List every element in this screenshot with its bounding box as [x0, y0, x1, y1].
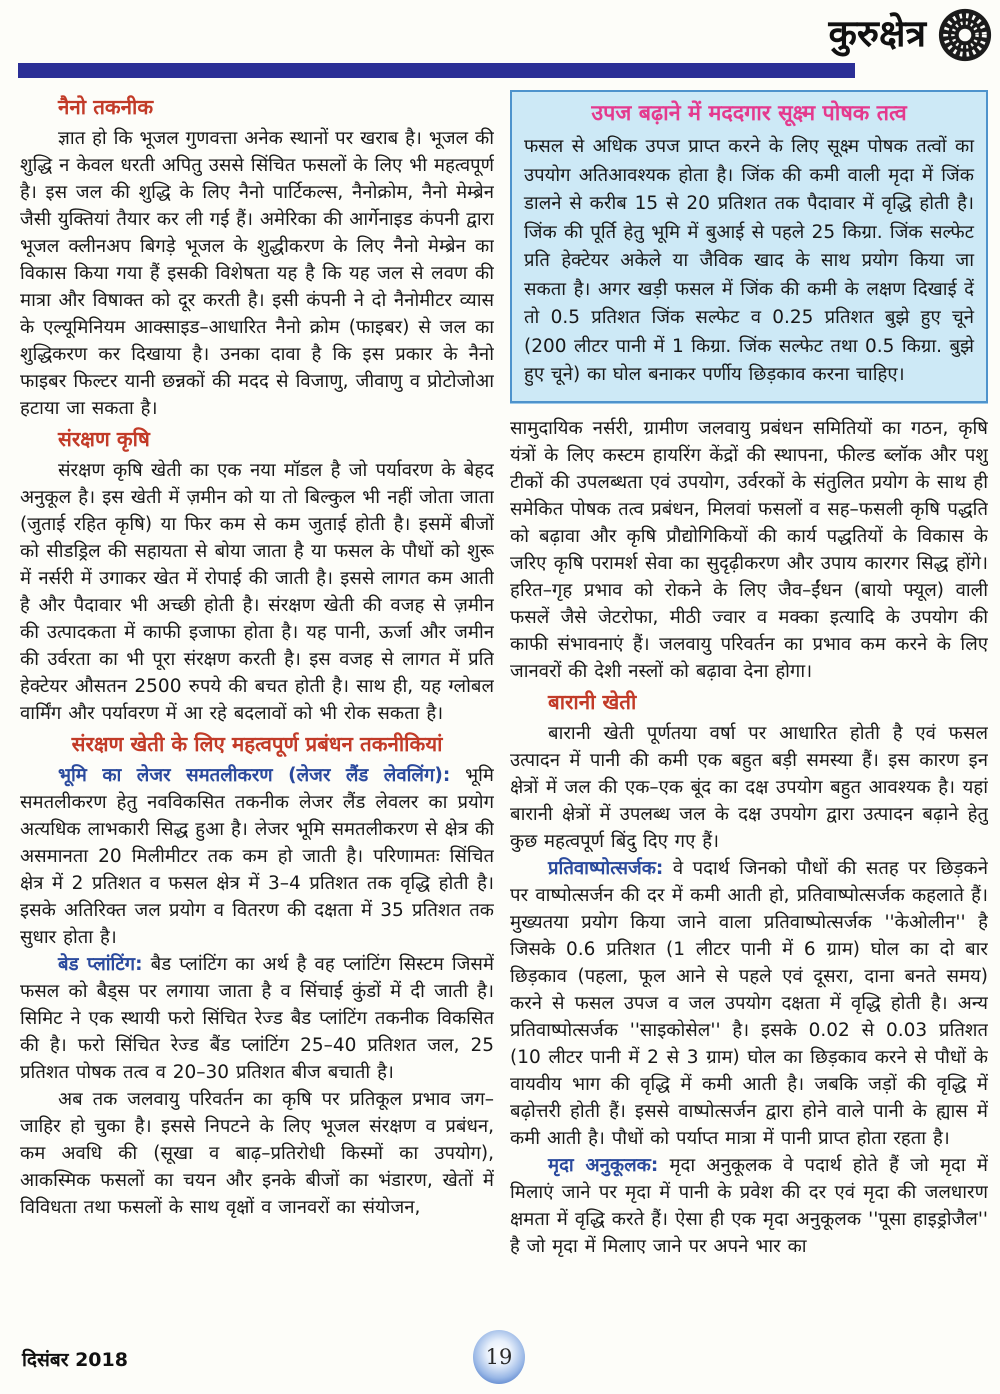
- paragraph-continuation: सामुदायिक नर्सरी, ग्रामीण जलवायु प्रबंधन समितियों का गठन, कृषि यंत्रों के लिए कस्टम हायरिंग केंद्रों की स्थापना, फील्ड ब्लॉक और पशु टीकों की उपलब्धता एवं उपयोग, उर्वरकों के संतुलित प्रयोग के साथ ही समेकित पोषक तत्व प्रबंधन, मिलवां फसलों व सह–फसली कृषि पद्धति को बढ़ावा और कृषि प्रौद्योगिकियों की कार्य पद्धतियों के विकास के जरिए कृषि परामर्श सेवा का सुदृढ़ीकरण और उपाय कारगर सिद्ध होंगे। हरित–गृह प्रभाव को रोकने के लिए जैव–ईंधन (बायो फ्यूल) वाली फसलें जैसे जेटरोफा, मीठी ज्वार व मक्का इत्यादि के उपयोग की काफी संभावनाएं हैं। जलवायु परिवर्तन का प्रभाव कम करने के लिए जानवरों की देशी नस्लों को बढ़ावा देना होगा।: [510, 417, 988, 682]
- antitranspirant-text: वे पदार्थ जिनको पौधों की सतह पर छिड़कने पर वाष्पोत्सर्जन की दर में कमी आती हो, प्रतिवाष्पोत्सर्जक कहलाते हैं। मुख्यतया प्रयोग किया जाने वाला प्रतिवाष्पोत्सर्जक ''केओलीन'' है जिसके 0.6 प्रतिशत (1 लीटर पानी में 6 ग्राम) घोल का दो बार छिड़काव (पहला, फूल आने से पहले एवं दूसरा, दाना बनते समय) करने से फसल उपज व जल उपयोग दक्षता में वृद्धि होती है। अन्य प्रतिवाष्पोत्सर्जक ''साइकोसेल'' है। इसके 0.02 से 0.03 प्रतिशत (10 लीटर पानी में 2 से 3 ग्राम) घोल का छिड़काव करने से पौधों के वायवीय भाग की वृद्धि में कमी आती है। जबकि जड़ों की वृद्धि में बढ़ोत्तरी होती हैं। इससे वाष्पोत्सर्जन द्वारा होने वाले पानी के ह्यास में कमी आती है। पौधों को पर्याप्त मात्रा में पानी प्राप्त होता रहता है।: [510, 857, 988, 1149]
- soil-conditioner-text: मृदा अनुकूलक वे पदार्थ होते हैं जो मृदा में मिलाएं जाने पर मृदा में पानी के प्रवेश की दर एवं मृदा की जलधारण क्षमता में वृद्धि करते हैं। ऐसा ही एक मृदा अनुकूलक ''पूसा हाइड्रोजैल'' है जो मृदा में मिलाए जाने पर अपने भार का: [510, 1154, 988, 1257]
- paragraph-antitranspirant: [510, 855, 988, 1152]
- left-column: [20, 90, 494, 1324]
- paragraph-bed-planting: [20, 951, 494, 1086]
- header-rule-bar: [18, 63, 855, 78]
- page-header: [829, 6, 995, 64]
- section-heading-sanrakshan: संरक्षण कृषि: [58, 427, 150, 451]
- info-box-title: उपज बढ़ाने में मददगार सूक्ष्म पोषक तत्व: [591, 101, 907, 126]
- paragraph-laser-leveling: [20, 762, 494, 951]
- bed-planting-lead: बेड प्लांटिंग:: [58, 954, 143, 975]
- kurukshetra-emblem-icon: [936, 6, 994, 64]
- paragraph-barani: बारानी खेती पूर्णतया वर्षा पर आधारित होती है एवं फसल उत्पादन में पानी की कमी एक बहुत बड़ी समस्या हैं। इस कारण इन क्षेत्रों में जल की एक–एक बूंद का दक्ष उपयोग बहुत आवश्यक है। यहां बारानी क्षेत्रों में उपलब्ध जल के दक्ष उपयोग द्वारा उत्पादन बढ़ाने हेतु कुछ महत्वपूर्ण बिंदु दिए गए हैं।: [510, 722, 988, 852]
- page-number: 19: [485, 1345, 513, 1369]
- paragraph-sanrakshan: संरक्षण कृषि खेती का एक नया मॉडल है जो पर्यावरण के बेहद अनुकूल है। इस खेती में ज़मीन को या तो बिल्कुल भी नहीं जोता जाता (जुताई रहित कृषि) या फिर कम से कम जुताई होती है। इसमें बीजों को सीडड्रिल की सहायता से बोया जाता है या फसल के पौधों को शुरू में नर्सरी में उगाकर खेत में रोपाई की जाती है। इससे लागत कम आती है और पैदावार भी अच्छी होती है। संरक्षण खेती की वजह से ज़मीन की उत्पादकता में काफी इजाफा होता है। यह पानी, ऊर्जा और जमीन की उर्वरता का भी पूरा संरक्षण करती है। इस वजह से लागत में प्रति हेक्टेयर औसतन 2500 रुपये की बचत होती है। साथ ही, यह ग्लोबल वार्मिंग और पर्यावरण में आ रहे बदलावों को भी रोक सकता है।: [20, 460, 494, 724]
- section-heading-techniques: संरक्षण खेती के लिए महत्वपूर्ण प्रबंधन तकनीकियां: [71, 732, 443, 756]
- section-heading-barani: बारानी खेती: [548, 689, 637, 714]
- magazine-title: कुरुक्षेत्र: [828, 11, 926, 55]
- paragraph-climate-change: अब तक जलवायु परिवर्तन का कृषि पर प्रतिकूल प्रभाव जग–जाहिर हो चुका है। इससे निपटने के लिए भूजल संरक्षण व प्रबंधन, कम अवधि की (सूखा व बाढ़–प्रतिरोधी किस्मों का उपयोग), आकस्मिक फसलों का चयन और इनके बीजों का भंडारण, खेतों में विविधता तथा फसलों के साथ वृक्षों व जानवरों का संयोजन,: [20, 1089, 494, 1218]
- section-heading-nano: नैनो तकनीक: [58, 95, 154, 119]
- soil-conditioner-lead: मृदा अनुकूलक:: [548, 1154, 659, 1176]
- bed-planting-text: बैड प्लांटिंग का अर्थ है वह प्लांटिंग सिस्टम जिसमें फसल को बैड्स पर लगाया जाता है व सिंचाई कुंडों में दी जाती है। सिमिट ने एक स्थायी फरो सिंचित रेज्ड बैड प्लांटिंग तकनीक विकसित की है। फरो सिंचित रेज्ड बैंड प्लांटिंग 25–40 प्रतिशत जल, 25 प्रतिशत पोषक तत्व व 20–30 प्रतिशत बीज बचाती है।: [20, 954, 494, 1083]
- laser-leveling-text: भूमि समतलीकरण हेतु नवविकसित तकनीक लेजर लैंड लेवलर का प्रयोग अत्यधिक लाभकारी सिद्ध हुआ है। लेजर भूमि समतलीकरण से क्षेत्र की असमानता 20 मिलीमीटर तक कम हो जाती है। परिणामतः सिंचित क्षेत्र में 2 प्रतिशत व फसल क्षेत्र में 3–4 प्रतिशत तक वृद्धि होती है। इसके अतिरिक्त जल प्रयोग व वितरण की दक्षता में 35 प्रतिशत तक सुधार होता है।: [20, 765, 494, 948]
- paragraph-soil-conditioner: [510, 1152, 988, 1260]
- info-box-body: फसल से अधिक उपज प्राप्त करने के लिए सूक्ष्म पोषक तत्वों का उपयोग अतिआवश्यक होता है। जिंक की कमी वाली मृदा में जिंक डालने से करीब 15 से 20 प्रतिशत तक पैदावार में वृद्धि होती है। जिंक की पूर्ति हेतु भूमि में बुआई से पहले 25 किग्रा. जिंक सल्फेट प्रति हेक्टेयर अकेले या जैविक खाद के साथ प्रयोग किया जा सकता है। अगर खड़ी फसल में जिंक की कमी के लक्षण दिखाई दें तो 0.5 प्रतिशत जिंक सल्फेट व 0.25 प्रतिशत बुझे हुए चूने (200 लीटर पानी में 1 किग्रा. जिंक सल्फेट तथा 0.5 किग्रा. बुझे हुए चूने) का घोल बनाकर पर्णीय छिड़काव करना चाहिए।: [524, 136, 974, 385]
- footer-issue-date: दिसंबर 2018: [22, 1349, 128, 1371]
- article-body: [20, 90, 988, 1324]
- micro-nutrients-box: [510, 90, 988, 403]
- paragraph-nano: ज्ञात हो कि भूजल गुणवत्ता अनेक स्थानों पर खराब है। भूजल की शुद्धि न केवल धरती अपितु उससे सिंचित फसलों के लिए भी महत्वपूर्ण है। इस जल की शुद्धि के लिए नैनो पार्टिकल्स, नैनोक्रोम, नैनो मेम्ब्रेन जैसी युक्तियां तैयार कर ली गई हैं। अमेरिका की आर्गेनाइड कंपनी द्वारा भूजल क्लीनअप बिगड़े भूजल के शुद्धीकरण के लिए नैनो मेम्ब्रेन का विकास किया गया हैं इसकी विशेषता यह है कि यह जल से लवण की मात्रा और विषाक्त को दूर करती है। इसी कंपनी ने दो नैनोमीटर व्यास के एल्यूमिनियम आक्साइड–आधारित नैनो क्रोम (फाइबर) से जल का शुद्धिकरण कर दिखाया है। उनका दावा है कि इस प्रकार के नैनो फाइबर फिल्टर यानी छन्नकों की मदद से विजाणु, जीवाणु व प्रोटोजोआ हटाया जा सकता है।: [20, 128, 494, 419]
- page-number-badge: [473, 1330, 525, 1384]
- laser-leveling-lead: भूमि का लेजर समतलीकरण (लेजर लैंड लेवलिंग):: [58, 765, 451, 786]
- right-column: [510, 90, 988, 1324]
- antitranspirant-lead: प्रतिवाष्पोत्सर्जक:: [548, 857, 664, 879]
